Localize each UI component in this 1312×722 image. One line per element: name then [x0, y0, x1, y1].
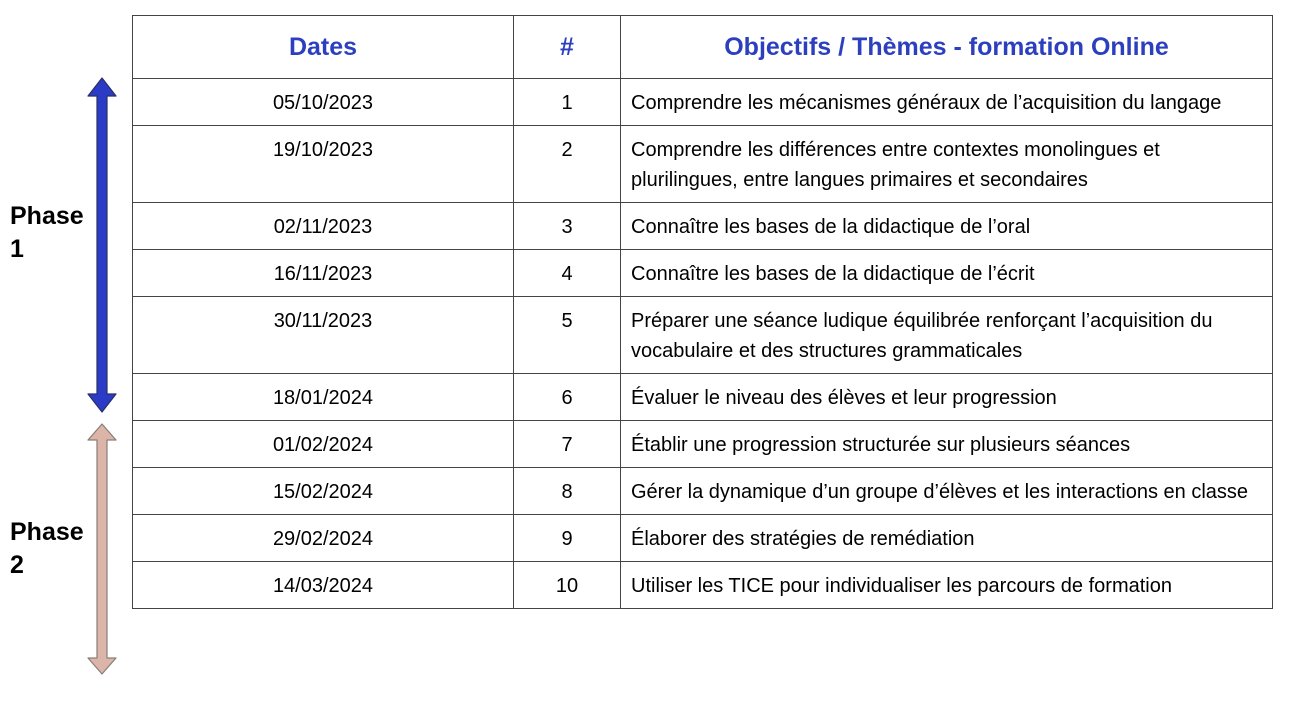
row-topic: Élaborer des stratégies de remédiation — [621, 515, 1273, 562]
row-number: 4 — [514, 250, 621, 297]
row-date: 01/02/2024 — [133, 421, 514, 468]
table-row — [133, 250, 1273, 297]
row-number: 10 — [514, 562, 621, 609]
row-date: 19/10/2023 — [133, 126, 514, 203]
row-number: 2 — [514, 126, 621, 203]
row-date: 14/03/2024 — [133, 562, 514, 609]
row-topic: Établir une progression structurée sur plusieurs séances — [621, 421, 1273, 468]
row-number: 9 — [514, 515, 621, 562]
row-date: 05/10/2023 — [133, 79, 514, 126]
row-topic: Préparer une séance ludique équilibrée renforçant l’acquisition du vocabulaire et des structures grammaticales — [621, 297, 1273, 374]
phase-1-text: Phase 1 — [10, 202, 84, 263]
header-topic: Objectifs / Thèmes - formation Online — [621, 16, 1273, 79]
table-row — [133, 468, 1273, 515]
row-date: 15/02/2024 — [133, 468, 514, 515]
table-row — [133, 374, 1273, 421]
phase-2-arrow-icon — [86, 422, 118, 678]
row-number: 3 — [514, 203, 621, 250]
header-dates: Dates — [133, 16, 514, 79]
row-number: 1 — [514, 79, 621, 126]
row-topic: Utiliser les TICE pour individualiser les parcours de formation — [621, 562, 1273, 609]
table-row — [133, 203, 1273, 250]
row-topic: Évaluer le niveau des élèves et leur progression — [621, 374, 1273, 421]
table-row — [133, 562, 1273, 609]
row-number: 7 — [514, 421, 621, 468]
row-date: 02/11/2023 — [133, 203, 514, 250]
row-date: 16/11/2023 — [133, 250, 514, 297]
row-date: 30/11/2023 — [133, 297, 514, 374]
row-number: 6 — [514, 374, 621, 421]
phase-2-text: Phase 2 — [10, 518, 84, 579]
table-row — [133, 297, 1273, 374]
row-number: 5 — [514, 297, 621, 374]
table-row — [133, 515, 1273, 562]
row-topic: Comprendre les différences entre contextes monolingues et plurilingues, entre langues primaires et secondaires — [621, 126, 1273, 203]
row-topic: Connaître les bases de la didactique de l’écrit — [621, 250, 1273, 297]
table-header-row — [133, 16, 1273, 79]
row-number: 8 — [514, 468, 621, 515]
phase-1-arrow-icon — [86, 76, 118, 416]
table-row — [133, 79, 1273, 126]
row-topic: Gérer la dynamique d’un groupe d’élèves et les interactions en classe — [621, 468, 1273, 515]
row-topic: Comprendre les mécanismes généraux de l’acquisition du langage — [621, 79, 1273, 126]
row-topic: Connaître les bases de la didactique de l’oral — [621, 203, 1273, 250]
training-schedule-table — [132, 15, 1273, 609]
row-date: 29/02/2024 — [133, 515, 514, 562]
row-date: 18/01/2024 — [133, 374, 514, 421]
table-row — [133, 421, 1273, 468]
header-number: # — [514, 16, 621, 79]
table-row — [133, 126, 1273, 203]
